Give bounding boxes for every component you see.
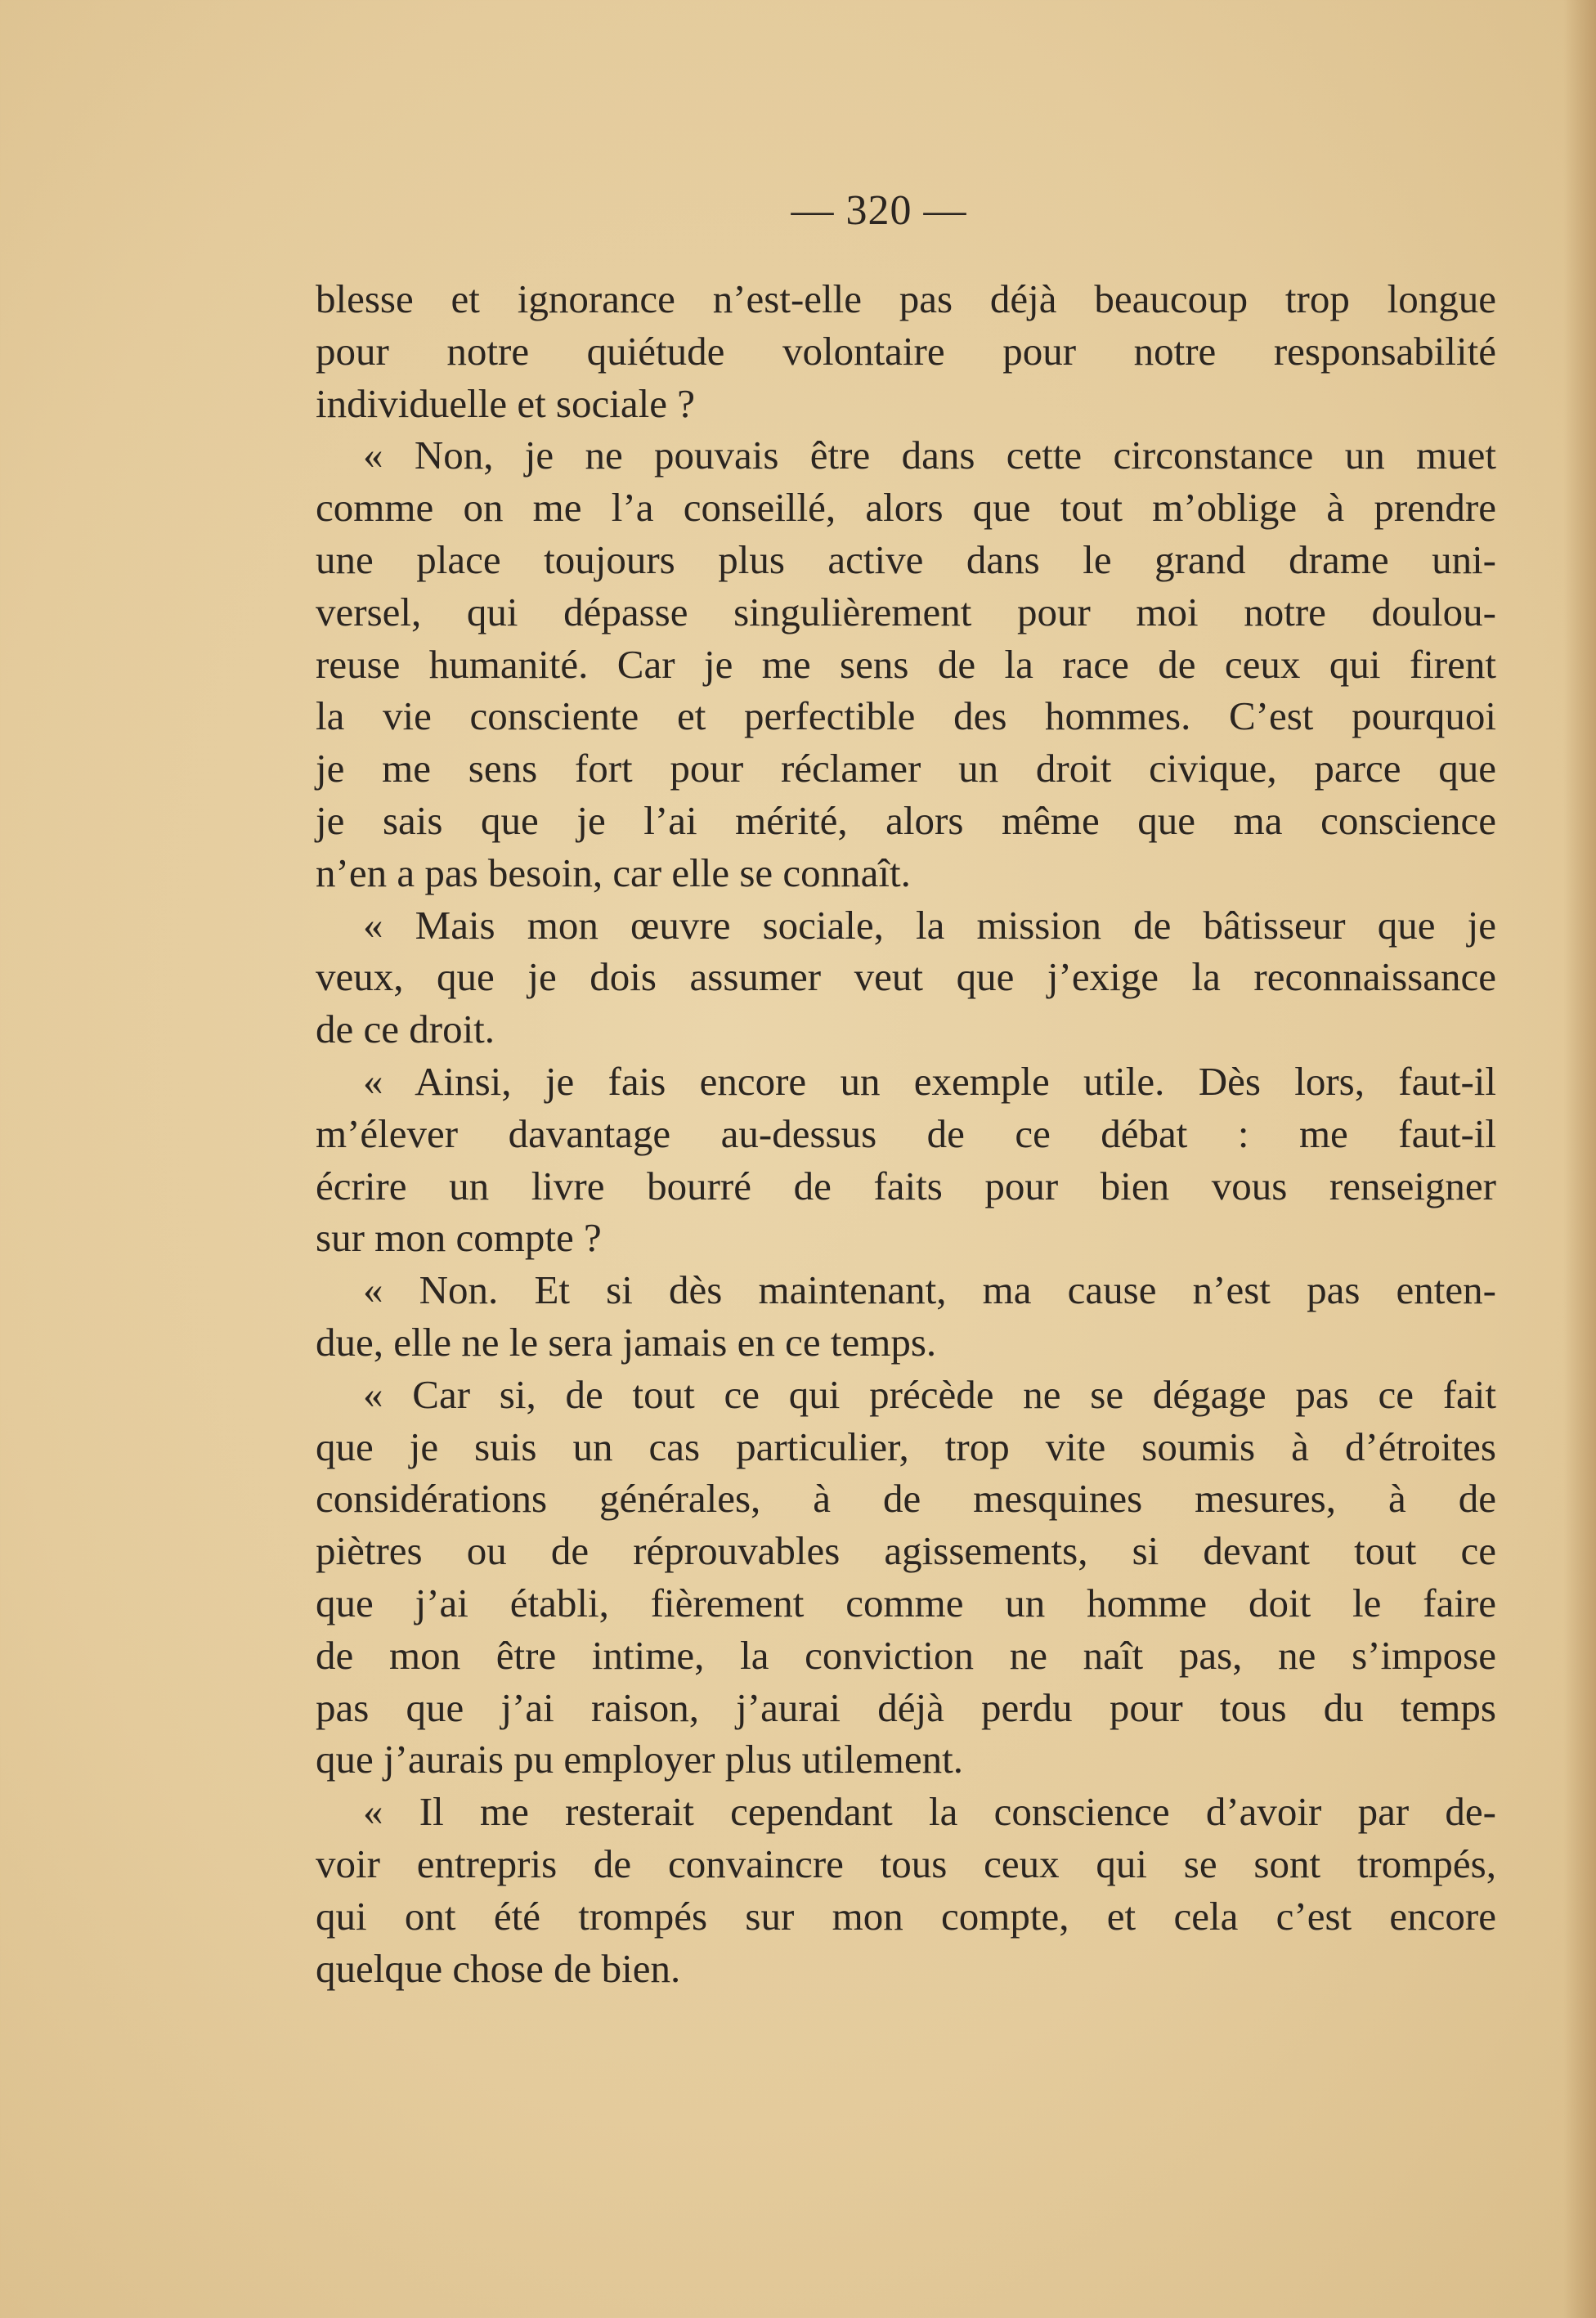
text-line: je me sens fort pour réclamer un droit civique, parce que [316, 746, 1496, 791]
text-line: de ce droit. [316, 1007, 495, 1052]
text-line: piètres ou de réprouvables agissements, si devant tout ce [316, 1528, 1496, 1574]
text-line: individuelle et sociale ? [316, 380, 695, 426]
text-line: voir entrepris de convaincre tous ceux qui se sont trompés, [316, 1841, 1496, 1886]
paragraph [316, 1056, 1496, 1264]
text-line: comme on me l’a conseillé, alors que tout m’oblige à prendre [316, 485, 1496, 531]
text-line: m’élever davantage au-dessus de ce débat : me faut-il [316, 1110, 1496, 1156]
paragraph [316, 273, 1496, 429]
text-line: sur mon compte ? [316, 1215, 602, 1261]
page-edge-shadow [1563, 0, 1596, 2318]
text-line: reuse humanité. Car je me sens de la race de ceux qui firent [316, 641, 1496, 687]
text-line: « Il me resterait cependant la conscience d’avoir par de- [363, 1789, 1496, 1835]
text-line: « Mais mon œuvre sociale, la mission de bâtisseur que je [363, 902, 1496, 948]
text-line: n’en a pas besoin, car elle se connaît. [316, 850, 911, 895]
body-text [316, 273, 1496, 1994]
text-line: considérations générales, à de mesquines mesures, à de [316, 1476, 1496, 1522]
text-line: blesse et ignorance n’est-elle pas déjà beaucoup trop longue [316, 276, 1496, 321]
page-number: — 320 — [791, 187, 967, 234]
text-line: je sais que je l’ai mérité, alors même que ma conscience [316, 797, 1496, 843]
paragraph [316, 1264, 1496, 1369]
text-line: veux, que je dois assumer veut que j’exige la reconnaissance [316, 954, 1496, 1000]
text-line: une place toujours plus active dans le grand drame uni- [316, 536, 1496, 582]
text-line: écrire un livre bourré de faits pour bien vous renseigner [316, 1163, 1496, 1208]
text-line: « Non. Et si dès maintenant, ma cause n’est pas enten- [363, 1267, 1496, 1313]
text-line: que j’ai établi, fièrement comme un homme doit le faire [316, 1580, 1496, 1625]
text-line: que j’aurais pu employer plus utilement. [316, 1737, 963, 1782]
paragraph [316, 899, 1496, 1056]
text-line: « Non, je ne pouvais être dans cette circonstance un muet [363, 433, 1496, 478]
text-line: qui ont été trompés sur mon compte, et cela c’est encore [316, 1893, 1496, 1939]
text-line: la vie consciente et perfectible des hommes. C’est pourquoi [316, 693, 1496, 739]
paragraph [316, 1786, 1496, 1994]
text-line: pas que j’ai raison, j’aurai déjà perdu pour tous du temps [316, 1684, 1496, 1730]
text-line: pour notre quiétude volontaire pour notre responsabilité [316, 328, 1496, 374]
paragraph [316, 429, 1496, 899]
text-line: « Ainsi, je fais encore un exemple utile. Dès lors, faut-il [363, 1058, 1496, 1104]
text-line: quelque chose de bien. [316, 1945, 681, 1991]
paragraph [316, 1369, 1496, 1786]
text-line: que je suis un cas particulier, trop vite soumis à d’étroites [316, 1424, 1496, 1469]
text-line: due, elle ne le sera jamais en ce temps. [316, 1319, 937, 1365]
text-line: versel, qui dépasse singulièrement pour moi notre doulou- [316, 589, 1496, 634]
text-line: de mon être intime, la conviction ne naît pas, ne s’impose [316, 1632, 1496, 1678]
text-line: « Car si, de tout ce qui précède ne se dégage pas ce fait [363, 1371, 1496, 1417]
